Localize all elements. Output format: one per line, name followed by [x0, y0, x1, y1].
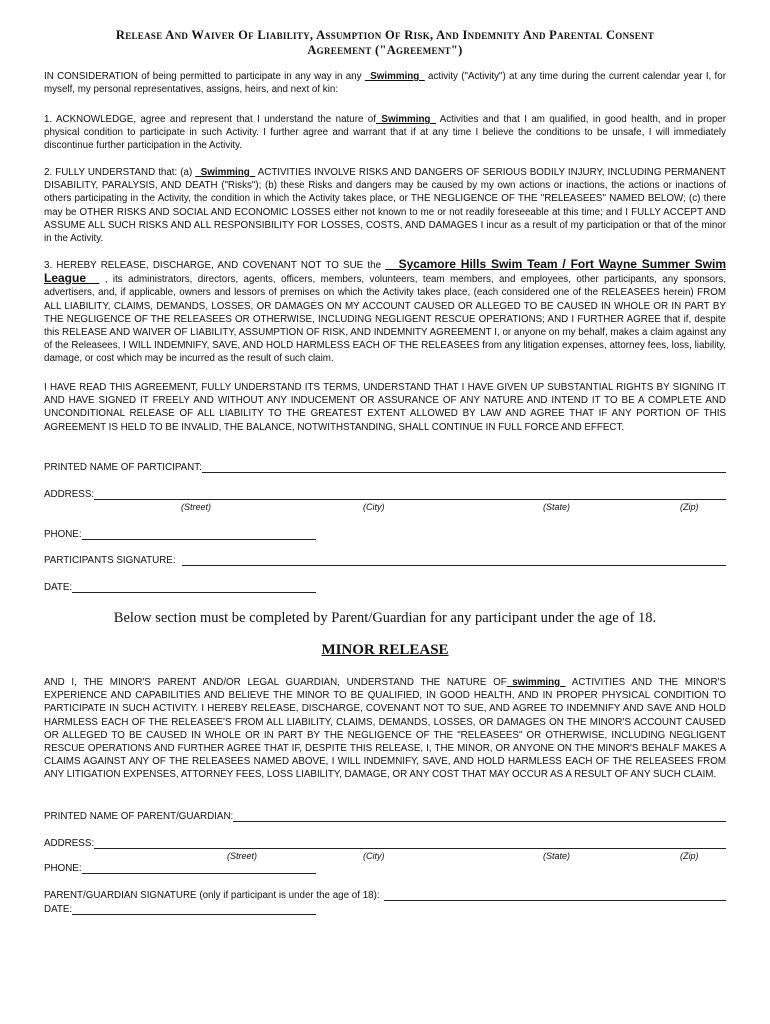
- participant-address-label: ADDRESS:: [44, 489, 95, 500]
- participant-phone-row: [44, 528, 316, 540]
- guardian-name-row: [44, 810, 726, 822]
- participant-date-label: DATE:: [44, 582, 73, 593]
- acknowledge-activity-fill: _Swimming_: [375, 114, 436, 125]
- guardian-date-row: [44, 903, 316, 915]
- title-line-1: Release And Waiver Of Liability, Assumption Of Risk, And Indemnity And Parental Consent: [115, 28, 655, 42]
- release-text-post: , its administrators, directors, agents, officers, members, volunteers, team members, and employees, other participants, any sponsors, advertisers, and, if applicable, owners and lessors of premises on which the Activity takes place, (each considered one of the RELEASEES herein) FROM ALL LIABILITY, CLAIMS, DEMANDS, LOSSES, OR DAMAGES ON MY ACCOUNT CAUSED OR ALLEGED TO BE CAUSED IN WHOLE OR IN PART BY THE NEGLIGENCE OF THE RELEASEES OR OTHERWISE, INCLUDING NEGLIGENT RESCUE OPERATIONS; AND I FURTHER AGREE that if, despite this RELEASE AND WAIVER OF LIABILITY, ASSUMPTION OF RISK, AND INDEMNITY AGREEMENT I, or anyone on my behalf, makes a claim against any of the Releasees, I WILL INDEMNIFY, SAVE, AND HOLD HARMLESS EACH OF THE RELEASEES from any litigation expenses, attorney fees, loss, liability, damage, or cost which may be incurred as the result of such claim.: [44, 274, 726, 365]
- guardian-notice: Below section must be completed by Parent/Guardian for any participant under the age of 18.: [113, 610, 657, 626]
- understand-paragraph: [44, 166, 726, 245]
- participant-name-field[interactable]: [202, 461, 726, 473]
- guardian-city-caption: (City): [363, 851, 385, 861]
- guardian-zip-caption: (Zip): [680, 851, 699, 861]
- acknowledgement-paragraph: I HAVE READ THIS AGREEMENT, FULLY UNDERSTAND ITS TERMS, UNDERSTAND THAT I HAVE GIVEN UP SUBSTANTIAL RIGHTS BY SIGNING IT AND HAVE SIGNED IT FREELY AND WITHOUT ANY INDUCEMENT OR ASSURANCE OF ANY NATURE AND INTEND IT TO BE A COMPLETE AND UNCONDITIONAL RELEASE OF ALL LIABILITY TO THE GREATEST EXTENT ALLOWED BY LAW AND AGREE THAT IF ANY PORTION OF THIS AGREEMENT IS HELD TO BE INVALID, THE BALANCE, NOTWITHSTANDING, SHALL CONTINUE IN FULL FORCE AND EFFECT.: [44, 382, 726, 433]
- minor-text-pre: AND I, THE MINOR'S PARENT AND/OR LEGAL GUARDIAN, UNDERSTAND THE NATURE OF: [44, 677, 507, 688]
- understand-activity-fill: _Swimming_: [195, 167, 256, 178]
- consideration-paragraph: [44, 70, 726, 96]
- guardian-address-row: [44, 837, 726, 849]
- guardian-phone-row: [44, 862, 316, 874]
- guardian-address-field[interactable]: [94, 837, 726, 849]
- participant-state-caption: (State): [543, 502, 571, 512]
- release-paragraph: [44, 258, 726, 366]
- participant-date-field[interactable]: [72, 581, 316, 593]
- title-line-2: Agreement ("Agreement"): [307, 43, 463, 57]
- participant-name-row: [44, 461, 726, 473]
- understand-text-pre: 2. FULLY UNDERSTAND that: (a): [44, 167, 196, 178]
- participant-street-caption: (Street): [181, 502, 212, 512]
- guardian-state-caption: (State): [543, 851, 571, 861]
- guardian-phone-field[interactable]: [82, 862, 316, 874]
- participant-name-label: PRINTED NAME OF PARTICIPANT:: [44, 462, 202, 473]
- guardian-name-field[interactable]: [233, 810, 726, 822]
- consideration-text-post: activity ("Activity") at any time during the current calendar year I, for myself, my personal representatives, assigns, heirs, and next of kin:: [44, 71, 726, 96]
- guardian-signature-row: [44, 889, 726, 901]
- consideration-text-pre: IN CONSIDERATION of being permitted to participate in any way in any: [44, 71, 365, 82]
- releasee-name-fill: __Sycamore Hills Swim Team / Fort Wayne Summer Swim League__: [44, 257, 726, 286]
- acknowledge-text-pre: 1. ACKNOWLEDGE, agree and represent that I understand the nature of: [44, 114, 376, 125]
- participant-signature-label: PARTICIPANTS SIGNATURE:: [44, 555, 176, 566]
- participant-zip-caption: (Zip): [680, 502, 699, 512]
- participant-city-caption: (City): [363, 502, 385, 512]
- guardian-address-label: ADDRESS:: [44, 838, 95, 849]
- guardian-street-caption: (Street): [227, 851, 258, 861]
- participant-signature-row: [44, 554, 726, 566]
- acknowledge-paragraph: [44, 113, 726, 153]
- participant-phone-field[interactable]: [82, 528, 316, 540]
- document-title: [44, 28, 726, 58]
- guardian-date-field[interactable]: [72, 903, 316, 915]
- release-text-pre: 3. HEREBY RELEASE, DISCHARGE, AND COVENANT NOT TO SUE the: [44, 260, 386, 271]
- guardian-date-label: DATE:: [44, 904, 73, 915]
- consideration-activity-fill: _Swimming_: [364, 71, 425, 82]
- guardian-phone-label: PHONE:: [44, 863, 82, 874]
- guardian-name-label: PRINTED NAME OF PARENT/GUARDIAN:: [44, 811, 234, 822]
- participant-date-row: [44, 581, 316, 593]
- participant-address-field[interactable]: [94, 488, 726, 500]
- acknowledge-text-post: Activities and that I am qualified, in good health, and in proper physical condition to participate in such Activity. I further agree and warrant that if at any time I believe the conditions to be unsafe, I will immediately discontinue further participation in the Activity.: [44, 114, 726, 152]
- understand-text-post: ACTIVITIES INVOLVE RISKS AND DANGERS OF SERIOUS BODILY INJURY, INCLUDING PERMANENT DISABILITY, PARALYSIS, AND DEATH ("Risks"); (b) these Risks and dangers may be caused by my own actions or inactions, the actions or inactions of others participating in the Activity, the condition in which the Activity takes place, or THE NEGLIGENCE OF THE "RELEASEES" NAMED BELOW; (c) there may be OTHER RISKS AND SOCIAL AND ECONOMIC LOSSES either not known to me or not readily foreseeable at this time; and I FULLY ACCEPT AND ASSUME ALL SUCH RISKS AND ALL RESPONSIBILITY FOR LOSSES, COSTS, AND DAMAGES I incur as a result of my participation or that of the minor in the Activity.: [44, 167, 726, 245]
- minor-release-heading: MINOR RELEASE: [321, 642, 449, 658]
- minor-text-post: ACTIVITIES AND THE MINOR'S EXPERIENCE AND CAPABILITIES AND BELIEVE THE MINOR TO BE QUALIFIED, IN GOOD HEALTH, AND IN PROPER PHYSICAL CONDITION TO PARTICIPATE IN SUCH ACTIVITY. I HEREBY RELEASE, DISCHARGE, COVENANT NOT TO SUE, AND AGREE TO INDEMNIFY AND SAVE AND HOLD HARMLESS EACH OF THE RELEASEE'S FROM ALL LIABILITY, CLAIMS, DEMANDS, LOSSES, OR DAMAGES ON THE MINOR'S ACCOUNT CAUSED OR ALLEGED TO BE CAUSED IN WHOLE OR IN PART BY THE NEGLIGENCE OF THE "RELEASEES" OR OTHERWISE, INCLUDING NEGLIGENT RESCUE OPERATIONS AND FURTHER AGREE THAT IF, DESPITE THIS RELEASE, I, THE MINOR, OR ANYONE ON THE MINOR'S BEHALF MAKES A CLAIMS AGAINST ANY OF THE RELEASEES NAMED ABOVE, I WILL INDEMNIFY, SAVE, AND HOLD HARMLESS EACH OF THE RELEASEES FROM ANY LITIGATION EXPENSES, ATTORNEY FEES, LOSS LIABILITY, DAMAGE, OR ANY COST THAT MAY OCCUR AS A RESULT OF ANY SUCH CLAIM.: [44, 677, 726, 781]
- guardian-signature-label: PARENT/GUARDIAN SIGNATURE (only if participant is under the age of 18):: [44, 890, 380, 901]
- participant-phone-label: PHONE:: [44, 529, 82, 540]
- participant-signature-field[interactable]: [182, 554, 726, 566]
- minor-release-paragraph: [44, 676, 726, 782]
- guardian-signature-field[interactable]: [384, 889, 726, 901]
- participant-address-row: [44, 488, 726, 500]
- minor-activity-fill: _swimming_: [506, 677, 566, 688]
